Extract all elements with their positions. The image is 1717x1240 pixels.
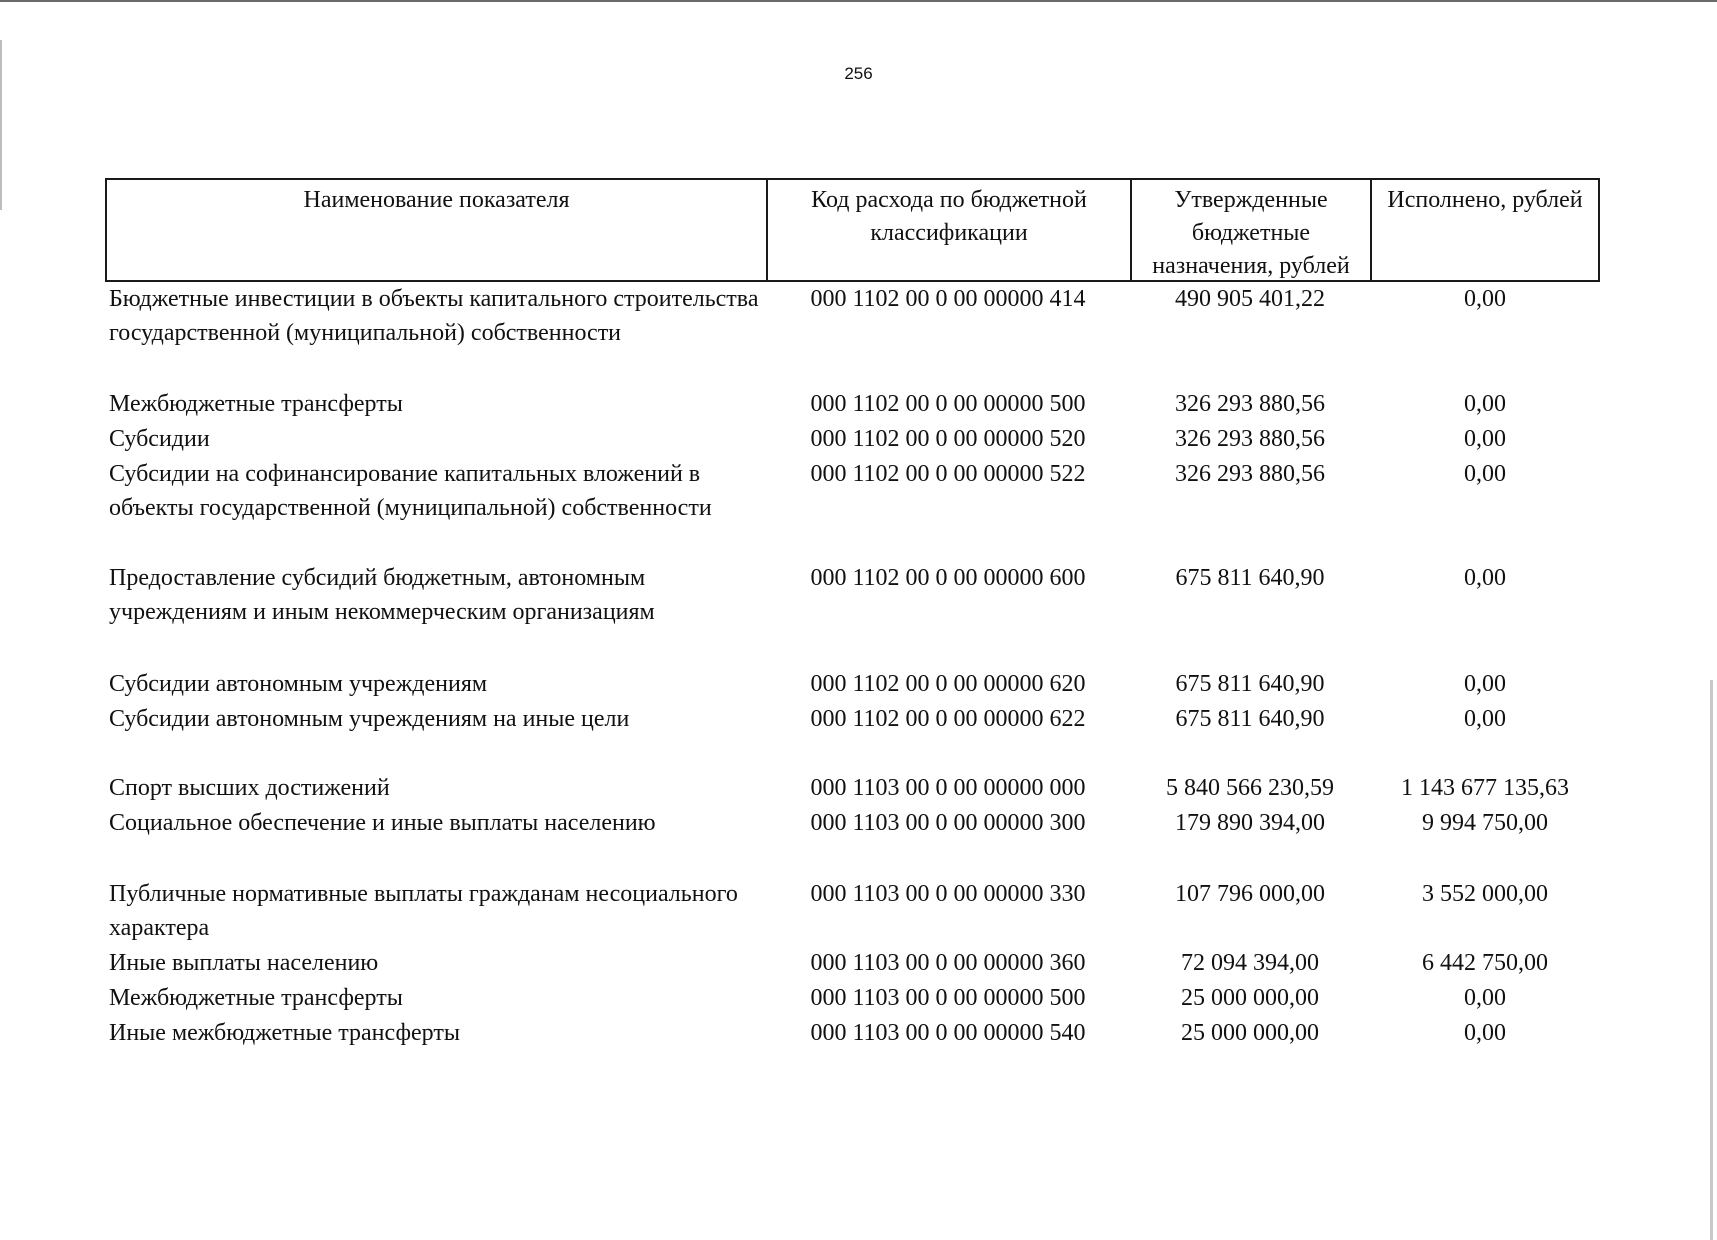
- row-code: 000 1102 00 0 00 00000 620: [810, 671, 1086, 697]
- row-approved: 675 811 640,90: [1175, 565, 1325, 591]
- row-code: 000 1102 00 0 00 00000 520: [810, 426, 1086, 452]
- row-approved: 490 905 401,22: [1175, 286, 1325, 312]
- budget-table: [105, 178, 1600, 1051]
- row-code: 000 1103 00 0 00 00000 300: [810, 810, 1086, 836]
- row-code: 000 1103 00 0 00 00000 000: [810, 775, 1086, 801]
- row-approved: 179 890 394,00: [1175, 810, 1325, 836]
- row-code: 000 1102 00 0 00 00000 522: [810, 461, 1086, 487]
- row-code: 000 1103 00 0 00 00000 540: [810, 1020, 1086, 1046]
- row-executed: 0,00: [1464, 461, 1506, 487]
- row-name: Социальное обеспечение и иные выплаты населению: [109, 810, 656, 836]
- row-name: Спорт высших достижений: [109, 775, 390, 801]
- page-number: 256: [844, 64, 873, 83]
- row-name: Субсидии на софинансирование капитальных вложений в объекты государственной (муниципальной) собственности: [109, 461, 712, 521]
- row-executed: 1 143 677 135,63: [1401, 775, 1569, 801]
- row-approved: 25 000 000,00: [1181, 985, 1319, 1011]
- row-name: Субсидии автономным учреждениям на иные цели: [109, 706, 630, 732]
- row-name: Иные выплаты населению: [109, 950, 379, 976]
- row-executed: 0,00: [1464, 286, 1506, 312]
- header-code: Код расхода по бюджетной классификации: [766, 178, 1130, 282]
- row-code: 000 1102 00 0 00 00000 622: [810, 706, 1086, 732]
- row-approved: 72 094 394,00: [1181, 950, 1319, 976]
- row-executed: 0,00: [1464, 985, 1506, 1011]
- row-approved: 326 293 880,56: [1175, 391, 1325, 417]
- row-executed: 0,00: [1464, 426, 1506, 452]
- row-executed: 0,00: [1464, 565, 1506, 591]
- row-approved: 675 811 640,90: [1175, 706, 1325, 732]
- row-name: Иные межбюджетные трансферты: [109, 1020, 460, 1046]
- row-name: Предоставление субсидий бюджетным, автономным учреждениям и иным некоммерческим организациям: [109, 565, 655, 625]
- row-executed: 0,00: [1464, 706, 1506, 732]
- row-code: 000 1103 00 0 00 00000 360: [810, 950, 1086, 976]
- row-executed: 9 994 750,00: [1422, 810, 1548, 836]
- row-executed: 6 442 750,00: [1422, 950, 1548, 976]
- row-code: 000 1102 00 0 00 00000 414: [810, 286, 1086, 312]
- row-executed: 3 552 000,00: [1422, 881, 1548, 907]
- scan-edge-right: [1710, 680, 1713, 1240]
- row-code: 000 1102 00 0 00 00000 600: [810, 565, 1086, 591]
- row-approved: 107 796 000,00: [1175, 881, 1325, 907]
- row-code: 000 1102 00 0 00 00000 500: [810, 391, 1086, 417]
- header-name: Наименование показателя: [105, 178, 766, 282]
- row-approved: 25 000 000,00: [1181, 1020, 1319, 1046]
- header-executed: Исполнено, рублей: [1370, 178, 1600, 282]
- row-approved: 675 811 640,90: [1175, 671, 1325, 697]
- row-code: 000 1103 00 0 00 00000 330: [810, 881, 1086, 907]
- row-executed: 0,00: [1464, 671, 1506, 697]
- row-name: Межбюджетные трансферты: [109, 985, 403, 1011]
- scan-edge-top: [0, 0, 1717, 2]
- row-name: Межбюджетные трансферты: [109, 391, 403, 417]
- row-name: Субсидии: [109, 426, 210, 452]
- row-executed: 0,00: [1464, 1020, 1506, 1046]
- row-name: Публичные нормативные выплаты гражданам несоциального характера: [109, 881, 738, 941]
- row-executed: 0,00: [1464, 391, 1506, 417]
- row-approved: 326 293 880,56: [1175, 426, 1325, 452]
- row-approved: 5 840 566 230,59: [1166, 775, 1334, 801]
- row-name: Субсидии автономным учреждениям: [109, 671, 488, 697]
- row-approved: 326 293 880,56: [1175, 461, 1325, 487]
- header-approved: Утвержденные бюджетные назначения, рублей: [1130, 178, 1370, 282]
- row-code: 000 1103 00 0 00 00000 500: [810, 985, 1086, 1011]
- row-name: Бюджетные инвестиции в объекты капитального строительства государственной (муниципальной) собственности: [109, 286, 759, 346]
